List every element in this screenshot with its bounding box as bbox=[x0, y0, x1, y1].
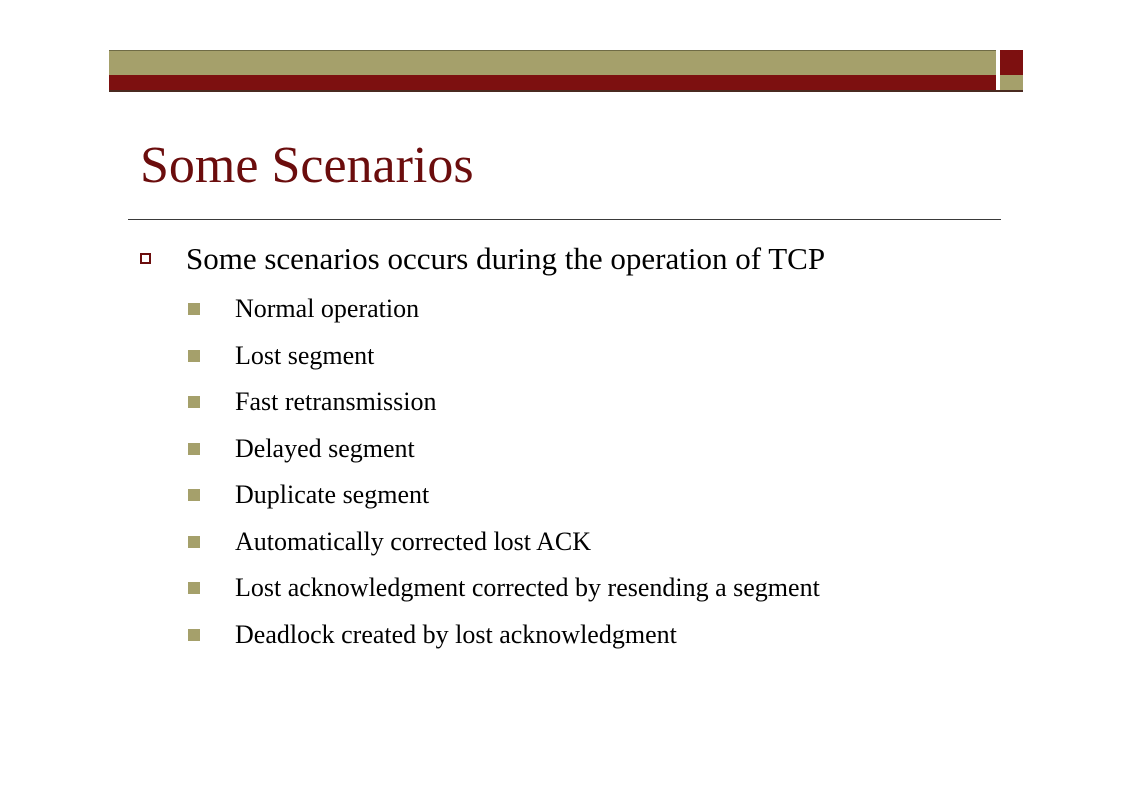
list-item bbox=[188, 519, 820, 566]
list-item-text: Automatically corrected lost ACK bbox=[235, 526, 591, 556]
band-end-square-olive bbox=[1000, 75, 1023, 91]
list-item-text: Duplicate segment bbox=[235, 480, 430, 510]
list-item bbox=[188, 379, 820, 426]
list-item-text: Delayed segment bbox=[235, 433, 415, 463]
filled-square-icon bbox=[188, 489, 200, 501]
hollow-square-icon bbox=[140, 253, 151, 264]
slide-title: Some Scenarios bbox=[140, 137, 474, 194]
list-item-text: Fast retransmission bbox=[235, 387, 437, 417]
list-item bbox=[188, 333, 820, 380]
band-end-square-maroon bbox=[1000, 50, 1023, 75]
filled-square-icon bbox=[188, 536, 200, 548]
filled-square-icon bbox=[188, 303, 200, 315]
scenario-list bbox=[188, 286, 820, 658]
filled-square-icon bbox=[188, 396, 200, 408]
main-bullet-text: Some scenarios occurs during the operation of TCP bbox=[186, 240, 826, 276]
list-item-text: Deadlock created by lost acknowledgment bbox=[235, 619, 677, 649]
band-maroon-stripe bbox=[109, 75, 996, 91]
header-decoration-band bbox=[109, 50, 1023, 92]
band-olive-stripe bbox=[109, 50, 996, 75]
list-item bbox=[188, 426, 820, 473]
filled-square-icon bbox=[188, 629, 200, 641]
filled-square-icon bbox=[188, 443, 200, 455]
list-item-text: Normal operation bbox=[235, 294, 420, 324]
title-divider bbox=[128, 219, 1001, 220]
list-item bbox=[188, 286, 820, 333]
list-item-text: Lost acknowledgment corrected by resending a segment bbox=[235, 573, 820, 603]
list-item-text: Lost segment bbox=[235, 340, 375, 370]
list-item bbox=[188, 565, 820, 612]
filled-square-icon bbox=[188, 582, 200, 594]
list-item bbox=[188, 612, 820, 659]
main-bullet-point bbox=[140, 238, 825, 278]
band-bottom-edge bbox=[109, 90, 1023, 92]
list-item bbox=[188, 472, 820, 519]
filled-square-icon bbox=[188, 350, 200, 362]
